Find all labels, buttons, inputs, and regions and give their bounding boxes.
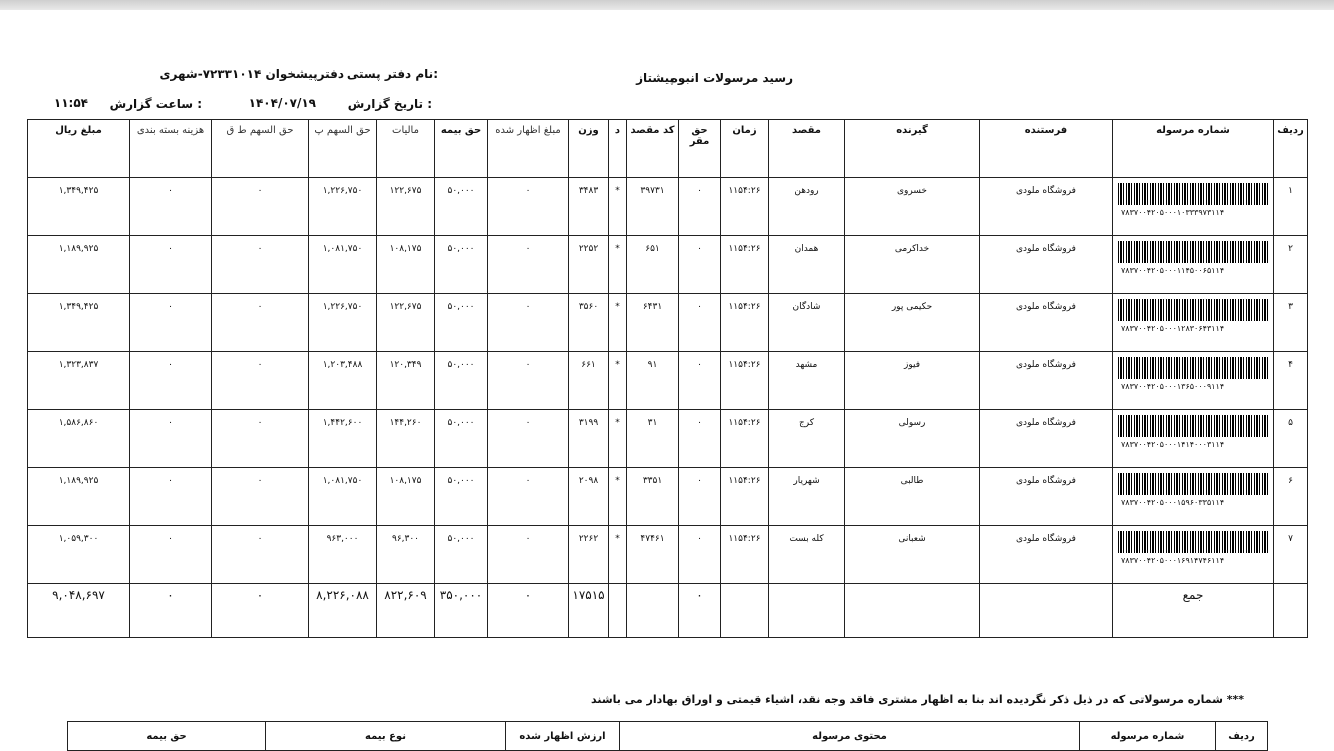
total-weight: ۱۷۵۱۵ <box>569 584 609 638</box>
cell-insurance: ۵۰,۰۰۰ <box>435 178 488 236</box>
cell-sender: فروشگاه ملودی <box>980 526 1113 584</box>
cell-d: * <box>609 468 627 526</box>
cell-time: ۱۱۵۴:۲۶ <box>721 526 769 584</box>
cell-sender: فروشگاه ملودی <box>980 352 1113 410</box>
cell-declared: ۰ <box>488 294 569 352</box>
sub-col-content: محتوی مرسوله <box>620 722 1080 751</box>
tracking-cell <box>1113 410 1274 468</box>
cell-idx: ۶ <box>1274 468 1308 526</box>
total-amount: ۹,۰۴۸,۶۹۷ <box>28 584 130 638</box>
tracking-number: ۷۸۳۷۰۰۴۲۰۵۰۰۰۱۳۶۵۰۰۰۹۱۱۴ <box>1121 382 1225 391</box>
sub-col-idx: ردیف <box>1216 722 1268 751</box>
cell-packing: ۰ <box>130 352 212 410</box>
cell-weight: ۶۶۱ <box>569 352 609 410</box>
cell-maqar: ۰ <box>679 468 721 526</box>
valuables-header-row <box>68 722 1268 751</box>
total-insurance: ۳۵۰,۰۰۰ <box>435 584 488 638</box>
col-idx: ردیف <box>1274 120 1308 178</box>
cell-sender: فروشگاه ملودی <box>980 178 1113 236</box>
cell-amount: ۱,۰۵۹,۳۰۰ <box>28 526 130 584</box>
table-row <box>28 468 1308 526</box>
cell-declared: ۰ <box>488 410 569 468</box>
cell-code: ۳۹۷۳۱ <box>627 178 679 236</box>
cell-idx: ۵ <box>1274 410 1308 468</box>
table-row <box>28 526 1308 584</box>
cell-maqar: ۰ <box>679 526 721 584</box>
col-time: زمان <box>721 120 769 178</box>
total-declared: ۰ <box>488 584 569 638</box>
cell-insurance: ۵۰,۰۰۰ <box>435 526 488 584</box>
cell-code: ۹۱ <box>627 352 679 410</box>
cell-d: * <box>609 178 627 236</box>
top-bar <box>0 0 1334 10</box>
cell-d: * <box>609 526 627 584</box>
tracking-number: ۷۸۳۷۰۰۴۲۰۵۰۰۰۱۲۸۳۰۶۴۳۱۱۴ <box>1121 324 1225 333</box>
cell-maqar: ۰ <box>679 178 721 236</box>
cell-packing: ۰ <box>130 236 212 294</box>
cell-receiver: حکیمی پور <box>845 294 980 352</box>
barcode-icon <box>1118 415 1268 437</box>
col-declared: مبلغ اظهار شده <box>488 120 569 178</box>
cell-idx: ۲ <box>1274 236 1308 294</box>
cell-code: ۴۷۴۶۱ <box>627 526 679 584</box>
total-row <box>28 584 1308 638</box>
cell-tax: ۱۲۲,۶۷۵ <box>377 178 435 236</box>
cell-weight: ۲۲۶۲ <box>569 526 609 584</box>
cell-share_tq: ۰ <box>212 236 309 294</box>
cell-receiver: فیوز <box>845 352 980 410</box>
cell-weight: ۳۴۸۳ <box>569 178 609 236</box>
cell-maqar: ۰ <box>679 410 721 468</box>
cell-share_p: ۱,۰۸۱,۷۵۰ <box>309 236 377 294</box>
sub-col-declared: ارزش اظهار شده <box>506 722 620 751</box>
cell-dest: شهریار <box>769 468 845 526</box>
cell-amount: ۱,۳۴۹,۴۲۵ <box>28 178 130 236</box>
cell-tax: ۱۰۸,۱۷۵ <box>377 468 435 526</box>
cell-idx: ۱ <box>1274 178 1308 236</box>
cell-receiver: خسروی <box>845 178 980 236</box>
col-sender: فرستنده <box>980 120 1113 178</box>
cell-dest: کله بست <box>769 526 845 584</box>
total-share-p: ۸,۲۲۶,۰۸۸ <box>309 584 377 638</box>
office-label: نام دفتر پستی: <box>346 67 438 81</box>
cell-share_tq: ۰ <box>212 526 309 584</box>
tracking-number: ۷۸۳۷۰۰۴۲۰۵۰۰۰۱۱۴۵۰۰۶۵۱۱۴ <box>1121 266 1225 275</box>
barcode-icon <box>1118 183 1268 205</box>
table-row <box>28 178 1308 236</box>
service-type: پیشتاز <box>636 71 674 85</box>
sub-col-insurance: حق بیمه <box>68 722 266 751</box>
cell-insurance: ۵۰,۰۰۰ <box>435 236 488 294</box>
cell-d: * <box>609 294 627 352</box>
barcode-icon <box>1118 241 1268 263</box>
cell-share_tq: ۰ <box>212 352 309 410</box>
cell-d: * <box>609 352 627 410</box>
cell-packing: ۰ <box>130 526 212 584</box>
cell-dest: شادگان <box>769 294 845 352</box>
cell-time: ۱۱۵۴:۲۶ <box>721 468 769 526</box>
cell-weight: ۲۲۵۲ <box>569 236 609 294</box>
cell-dest: مشهد <box>769 352 845 410</box>
col-tax: مالیات <box>377 120 435 178</box>
cell-sender: فروشگاه ملودی <box>980 468 1113 526</box>
cell-declared: ۰ <box>488 468 569 526</box>
col-tracking: شماره مرسوله <box>1113 120 1274 178</box>
cell-insurance: ۵۰,۰۰۰ <box>435 294 488 352</box>
total-label: جمع <box>1113 584 1274 638</box>
cell-share_tq: ۰ <box>212 178 309 236</box>
cell-declared: ۰ <box>488 178 569 236</box>
tracking-number: ۷۸۳۷۰۰۴۲۰۵۰۰۰۱۴۱۴۰۰۰۳۱۱۴ <box>1121 440 1225 449</box>
shipments-table <box>27 119 1308 638</box>
sub-col-tracking: شماره مرسوله <box>1080 722 1216 751</box>
cell-time: ۱۱۵۴:۲۶ <box>721 236 769 294</box>
cell-packing: ۰ <box>130 410 212 468</box>
tracking-cell <box>1113 178 1274 236</box>
cell-code: ۳۱ <box>627 410 679 468</box>
cell-sender: فروشگاه ملودی <box>980 294 1113 352</box>
cell-time: ۱۱۵۴:۲۶ <box>721 294 769 352</box>
table-row <box>28 352 1308 410</box>
cell-code: ۶۵۱ <box>627 236 679 294</box>
cell-time: ۱۱۵۴:۲۶ <box>721 178 769 236</box>
total-tax: ۸۲۲,۶۰۹ <box>377 584 435 638</box>
cell-weight: ۲۰۹۸ <box>569 468 609 526</box>
col-d: د <box>609 120 627 178</box>
cell-packing: ۰ <box>130 468 212 526</box>
cell-share_p: ۹۶۳,۰۰۰ <box>309 526 377 584</box>
col-amount: مبلغ ریال <box>28 120 130 178</box>
cell-insurance: ۵۰,۰۰۰ <box>435 468 488 526</box>
col-packing: هزینه بسته بندی <box>130 120 212 178</box>
table-row <box>28 410 1308 468</box>
cell-dest: رودهن <box>769 178 845 236</box>
cell-code: ۳۳۵۱ <box>627 468 679 526</box>
cell-idx: ۷ <box>1274 526 1308 584</box>
tracking-cell <box>1113 468 1274 526</box>
cell-declared: ۰ <box>488 526 569 584</box>
tracking-number: ۷۸۳۷۰۰۴۲۰۵۰۰۰۱۵۹۶۰۳۳۵۱۱۴ <box>1121 498 1225 507</box>
cell-share_p: ۱,۲۰۳,۴۸۸ <box>309 352 377 410</box>
table-header-row <box>28 120 1308 178</box>
barcode-icon <box>1118 531 1268 553</box>
cell-amount: ۱,۳۲۳,۸۳۷ <box>28 352 130 410</box>
tracking-cell <box>1113 352 1274 410</box>
cell-code: ۶۴۳۱ <box>627 294 679 352</box>
cell-declared: ۰ <box>488 352 569 410</box>
cell-tax: ۹۶,۳۰۰ <box>377 526 435 584</box>
cell-amount: ۱,۱۸۹,۹۲۵ <box>28 468 130 526</box>
col-code: کد مقصد <box>627 120 679 178</box>
declaration-note: *** شماره مرسولاتی که در ذیل ذکر نگردیده اند بنا به اظهار مشتری فاقد وجه نقد، اشیاء قیمتی و اوراق بهادار می باشند <box>590 693 1244 706</box>
cell-tax: ۱۴۴,۲۶۰ <box>377 410 435 468</box>
total-packing: ۰ <box>130 584 212 638</box>
cell-tax: ۱۲۰,۳۴۹ <box>377 352 435 410</box>
cell-share_p: ۱,۲۲۶,۷۵۰ <box>309 178 377 236</box>
cell-dest: کرج <box>769 410 845 468</box>
col-weight: وزن <box>569 120 609 178</box>
tracking-number: ۷۸۳۷۰۰۴۲۰۵۰۰۰۱۶۹۱۴۷۴۶۱۱۴ <box>1121 556 1225 565</box>
time-value: ۱۱:۵۴ <box>53 96 88 110</box>
cell-share_p: ۱,۴۴۲,۶۰۰ <box>309 410 377 468</box>
col-insurance: حق بیمه <box>435 120 488 178</box>
time-label: ساعت گزارش : <box>109 97 202 111</box>
date-value: ۱۴۰۴/۰۷/۱۹ <box>248 96 316 110</box>
cell-maqar: ۰ <box>679 294 721 352</box>
cell-share_tq: ۰ <box>212 294 309 352</box>
cell-declared: ۰ <box>488 236 569 294</box>
cell-maqar: ۰ <box>679 236 721 294</box>
cell-amount: ۱,۱۸۹,۹۲۵ <box>28 236 130 294</box>
cell-weight: ۳۱۹۹ <box>569 410 609 468</box>
cell-sender: فروشگاه ملودی <box>980 410 1113 468</box>
cell-d: * <box>609 410 627 468</box>
cell-receiver: خداکرمی <box>845 236 980 294</box>
valuables-table <box>67 721 1268 751</box>
barcode-icon <box>1118 473 1268 495</box>
cell-weight: ۳۵۶۰ <box>569 294 609 352</box>
cell-time: ۱۱۵۴:۲۶ <box>721 410 769 468</box>
cell-insurance: ۵۰,۰۰۰ <box>435 352 488 410</box>
cell-time: ۱۱۵۴:۲۶ <box>721 352 769 410</box>
sub-col-ins-type: نوع بیمه <box>266 722 506 751</box>
cell-d: * <box>609 236 627 294</box>
barcode-icon <box>1118 357 1268 379</box>
cell-amount: ۱,۳۴۹,۴۲۵ <box>28 294 130 352</box>
cell-share_tq: ۰ <box>212 410 309 468</box>
cell-share_tq: ۰ <box>212 468 309 526</box>
office-value: دفترپیشخوان ۷۲۳۳۱۰۱۴-شهری <box>159 67 344 81</box>
cell-packing: ۰ <box>130 178 212 236</box>
table-row <box>28 294 1308 352</box>
table-row <box>28 236 1308 294</box>
tracking-cell <box>1113 294 1274 352</box>
total-share-tq: ۰ <box>212 584 309 638</box>
col-share-tq: حق السهم ط ق <box>212 120 309 178</box>
cell-insurance: ۵۰,۰۰۰ <box>435 410 488 468</box>
cell-tax: ۱۲۲,۶۷۵ <box>377 294 435 352</box>
report-title: رسید مرسولات انبوه <box>670 71 793 85</box>
col-share-p: حق السهم پ <box>309 120 377 178</box>
cell-sender: فروشگاه ملودی <box>980 236 1113 294</box>
cell-receiver: رسولی <box>845 410 980 468</box>
cell-idx: ۳ <box>1274 294 1308 352</box>
tracking-cell <box>1113 236 1274 294</box>
date-label: تاریخ گزارش : <box>347 97 432 111</box>
cell-amount: ۱,۵۸۶,۸۶۰ <box>28 410 130 468</box>
tracking-number: ۷۸۳۷۰۰۴۲۰۵۰۰۰۱۰۳۳۳۹۷۳۱۱۴ <box>1121 208 1225 217</box>
cell-packing: ۰ <box>130 294 212 352</box>
col-receiver: گیرنده <box>845 120 980 178</box>
tracking-cell <box>1113 526 1274 584</box>
total-maqar: ۰ <box>679 584 721 638</box>
cell-tax: ۱۰۸,۱۷۵ <box>377 236 435 294</box>
cell-receiver: شعبانی <box>845 526 980 584</box>
cell-maqar: ۰ <box>679 352 721 410</box>
cell-receiver: طالبی <box>845 468 980 526</box>
barcode-icon <box>1118 299 1268 321</box>
cell-share_p: ۱,۰۸۱,۷۵۰ <box>309 468 377 526</box>
col-maqar: حق مقر <box>679 120 721 178</box>
col-dest: مقصد <box>769 120 845 178</box>
cell-dest: همدان <box>769 236 845 294</box>
cell-share_p: ۱,۲۲۶,۷۵۰ <box>309 294 377 352</box>
cell-idx: ۴ <box>1274 352 1308 410</box>
